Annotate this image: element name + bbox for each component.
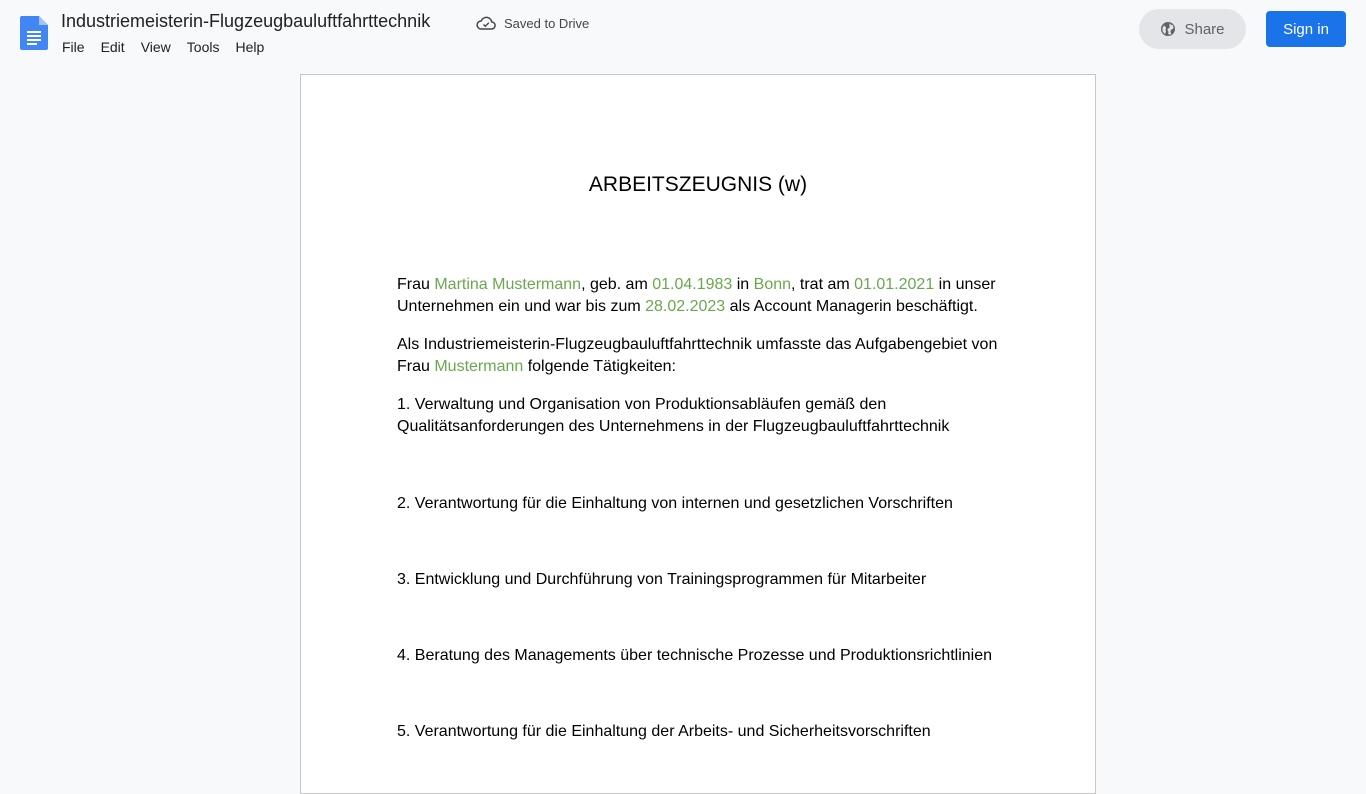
menu-view[interactable]: View <box>140 39 171 55</box>
start-date: 01.01.2021 <box>854 276 935 293</box>
top-bar <box>0 0 1366 64</box>
globe-icon <box>1160 21 1176 37</box>
employee-name: Martina Mustermann <box>434 276 582 293</box>
menu-edit[interactable]: Edit <box>100 39 125 55</box>
share-label: Share <box>1184 20 1225 38</box>
duty-item-4: 4. Beratung des Managements über technische Prozesse und Produktionsrichtlinien <box>397 647 993 664</box>
document-title[interactable]: Industriemeisterin-Flugzeugbauluftfahrttechnik <box>61 11 431 31</box>
end-date: 28.02.2023 <box>645 298 726 315</box>
cloud-done-icon <box>476 16 496 30</box>
document-heading: ARBEITSZEUGNIS (w) <box>588 173 808 196</box>
intro-paragraph: Frau Martina Mustermann, geb. am 01.04.1983 in Bonn, trat am 01.01.2021 in unser Unternehmen ein und war bis zum 28.02.2023 als Account Managerin beschäftigt. <box>397 276 996 315</box>
menu-bar <box>54 36 272 58</box>
menu-tools[interactable]: Tools <box>186 39 220 55</box>
employee-surname: Mustermann <box>434 358 524 375</box>
docs-logo-icon[interactable] <box>20 16 48 50</box>
document-page[interactable] <box>300 74 1096 794</box>
share-button[interactable] <box>1139 9 1246 49</box>
menu-file[interactable]: File <box>62 39 85 55</box>
duty-item-2: 2. Verantwortung für die Einhaltung von internen und gesetzlichen Vorschriften <box>397 495 953 512</box>
duty-item-3: 3. Entwicklung und Durchführung von Trainingsprogrammen für Mitarbeiter <box>397 571 927 588</box>
duties-intro-paragraph: Als Industriemeisterin-Flugzeugbauluftfahrttechnik umfasste das Aufgabengebiet von Frau Mustermann folgende Tätigkeiten: <box>397 336 998 375</box>
birth-place: Bonn <box>753 276 792 293</box>
duty-item-1: 1. Verwaltung und Organisation von Produktionsabläufen gemäß den Qualitätsanforderungen des Unternehmens in der Flugzeugbauluftfahrttechnik <box>397 396 950 435</box>
sign-in-button[interactable]: Sign in <box>1266 11 1346 47</box>
duty-item-5: 5. Verantwortung für die Einhaltung der Arbeits- und Sicherheitsvorschriften <box>397 723 931 740</box>
save-status-label: Saved to Drive <box>504 15 590 31</box>
save-status <box>476 14 589 32</box>
menu-help[interactable]: Help <box>235 39 265 55</box>
birth-date: 01.04.1983 <box>652 276 733 293</box>
